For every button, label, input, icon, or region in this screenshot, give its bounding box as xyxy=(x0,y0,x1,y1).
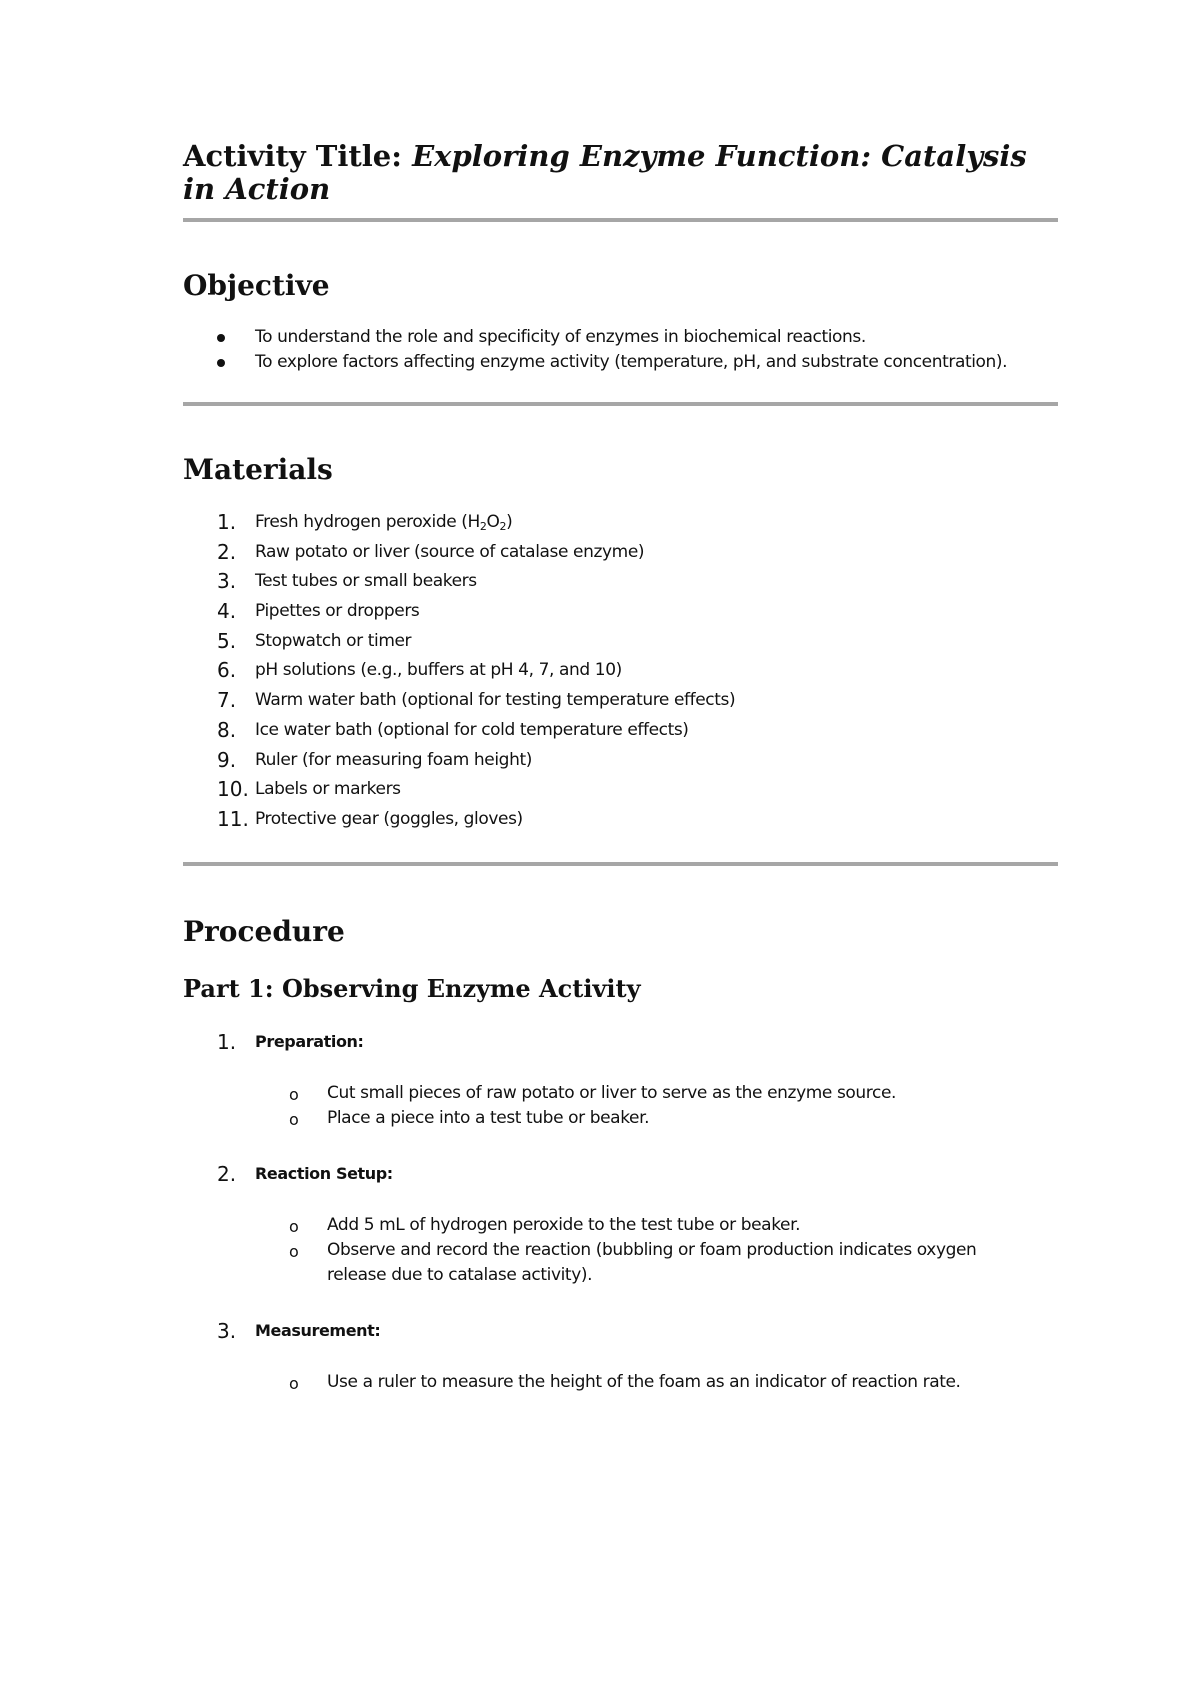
activity-title-label: Activity Title: xyxy=(183,139,402,173)
list-item xyxy=(183,656,1058,686)
procedure-step xyxy=(183,1316,1058,1395)
list-item xyxy=(183,686,1058,716)
step-label: Preparation: xyxy=(255,1031,364,1051)
list-item xyxy=(183,746,1058,776)
step-number: 2. xyxy=(217,1161,237,1186)
step-label: Measurement: xyxy=(255,1320,381,1340)
list-item xyxy=(183,350,1058,375)
section-divider xyxy=(183,402,1058,406)
list-item xyxy=(183,325,1058,350)
bullet-icon xyxy=(217,334,225,342)
list-item xyxy=(183,538,1058,568)
list-number: 3. xyxy=(217,569,237,594)
list-item xyxy=(183,597,1058,627)
procedure-step xyxy=(183,1027,1058,1131)
material-text: Test tubes or small beakers xyxy=(255,571,477,592)
substep-text: Cut small pieces of raw potato or liver to serve as the enzyme source. xyxy=(327,1082,897,1103)
procedure-heading: Procedure xyxy=(183,914,345,948)
material-text: Ruler (for measuring foam height) xyxy=(255,749,532,770)
substep-text: Place a piece into a test tube or beaker. xyxy=(327,1107,650,1128)
bullet-icon xyxy=(217,359,225,367)
material-text: Warm water bath (optional for testing temperature effects) xyxy=(255,690,736,711)
material-text: Pipettes or droppers xyxy=(255,601,420,622)
objective-list xyxy=(183,325,1058,375)
list-number: 1. xyxy=(217,510,237,534)
material-text: Ice water bath (optional for cold temperature effects) xyxy=(255,719,689,740)
list-item xyxy=(255,1238,1027,1288)
sub-bullet-icon: o xyxy=(289,1109,299,1129)
list-item xyxy=(255,1213,1058,1238)
sub-bullet-icon: o xyxy=(289,1373,299,1393)
step-substeps xyxy=(255,1370,1058,1395)
substep-text: Observe and record the reaction (bubbling or foam production indicates oxygen release due to catalase activity). xyxy=(327,1239,977,1285)
material-text: Fresh hydrogen peroxide $(H_2O_2)$ xyxy=(255,512,513,533)
step-label: Reaction Setup: xyxy=(255,1163,393,1183)
list-item xyxy=(183,775,1058,805)
procedure-step xyxy=(183,1159,1058,1288)
list-number: 9. xyxy=(217,747,237,772)
section-divider xyxy=(183,218,1058,222)
section-divider xyxy=(183,862,1058,866)
objective-item-text: To understand the role and specificity of enzymes in biochemical reactions. xyxy=(255,327,866,347)
sub-bullet-icon: o xyxy=(289,1084,299,1104)
document-content xyxy=(183,140,1058,1395)
step-number: 1. xyxy=(217,1029,237,1054)
list-item xyxy=(183,567,1058,597)
activity-title xyxy=(183,140,1043,206)
procedure-steps xyxy=(183,1027,1058,1395)
substep-text: Add 5 mL of hydrogen peroxide to the test tube or beaker. xyxy=(327,1214,801,1235)
list-number: 10. xyxy=(217,777,249,802)
sub-bullet-icon: o xyxy=(289,1216,299,1236)
list-item xyxy=(183,627,1058,657)
substep-text: Use a ruler to measure the height of the foam as an indicator of reaction rate. xyxy=(327,1371,961,1392)
list-item xyxy=(255,1370,1058,1395)
materials-list xyxy=(183,508,1058,835)
list-number: 2. xyxy=(217,539,237,564)
step-substeps xyxy=(255,1081,1058,1131)
material-text: Protective gear (goggles, gloves) xyxy=(255,808,523,829)
list-item xyxy=(183,508,1058,538)
materials-heading: Materials xyxy=(183,453,333,486)
list-number: 8. xyxy=(217,717,237,742)
material-text: Stopwatch or timer xyxy=(255,630,412,651)
activity-title-text: Exploring Enzyme Function: Catalysis in Action xyxy=(183,139,1027,206)
list-item xyxy=(183,716,1058,746)
objective-heading: Objective xyxy=(183,269,330,302)
list-item xyxy=(183,805,1058,835)
step-substeps xyxy=(255,1213,1058,1288)
step-number: 3. xyxy=(217,1318,237,1343)
sub-bullet-icon: o xyxy=(289,1241,299,1261)
list-number: 4. xyxy=(217,599,237,624)
part1-heading: Part 1: Observing Enzyme Activity xyxy=(183,973,641,1003)
objective-item-text: To explore factors affecting enzyme activity (temperature, pH, and substrate concentration). xyxy=(255,352,1008,372)
list-number: 11. xyxy=(217,806,249,831)
list-number: 5. xyxy=(217,628,237,653)
material-text: pH solutions (e.g., buffers at pH 4, 7, and 10) xyxy=(255,660,622,681)
list-item xyxy=(255,1106,1058,1131)
list-number: 6. xyxy=(217,658,237,683)
list-number: 7. xyxy=(217,688,237,713)
material-text: Labels or markers xyxy=(255,779,401,800)
list-item xyxy=(255,1081,1058,1106)
material-text: Raw potato or liver (source of catalase enzyme) xyxy=(255,541,645,562)
